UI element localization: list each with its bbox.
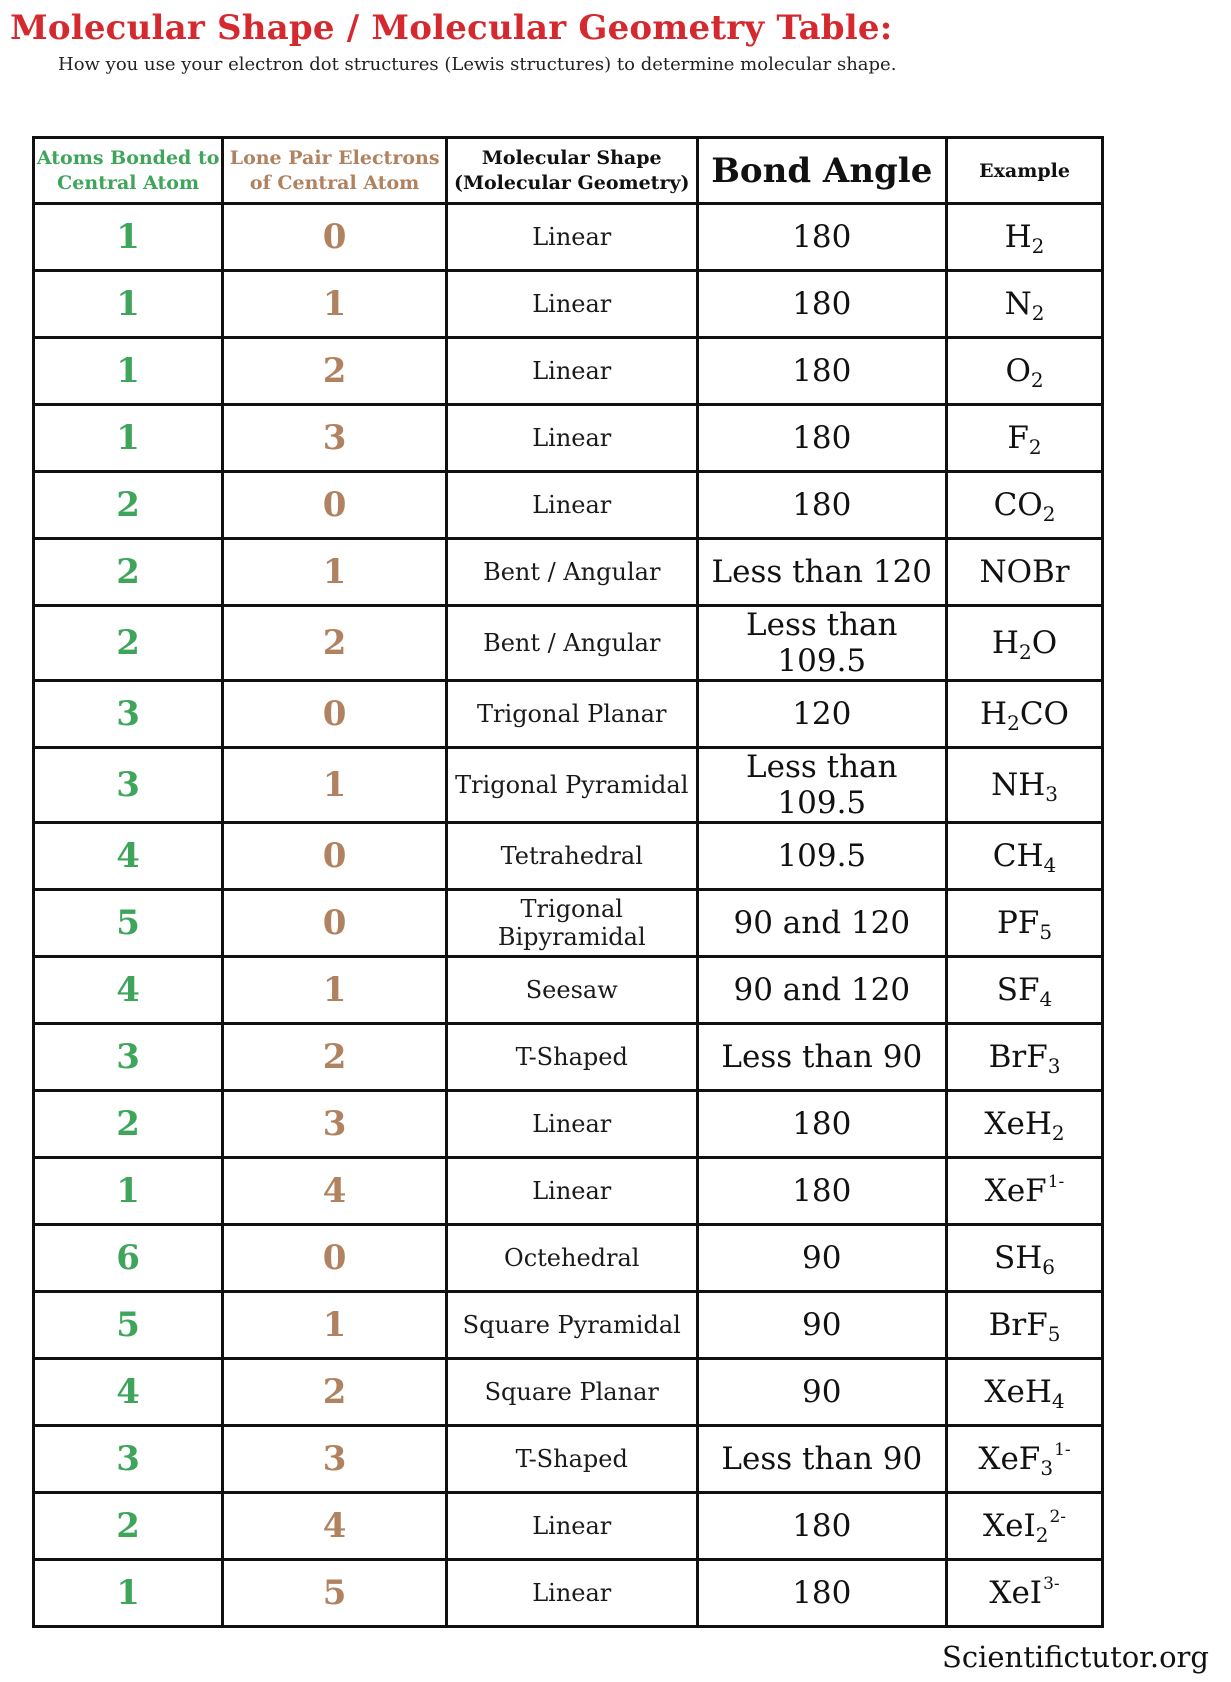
formula-text: SF	[996, 972, 1040, 1008]
example-formula-cell	[947, 1024, 1103, 1091]
example-formula-cell	[947, 1359, 1103, 1426]
header-shape-line1: Molecular Shape	[481, 146, 662, 169]
table-row	[34, 338, 1103, 405]
lone-pairs-cell: 0	[223, 1225, 447, 1292]
atoms-bonded-cell: 2	[34, 1493, 223, 1560]
site-credit: Scientifictutor.org	[942, 1640, 1209, 1674]
molecular-shape-cell: Trigonal Bipyramidal	[446, 890, 697, 957]
atoms-bonded-cell: 5	[34, 1292, 223, 1359]
table-row	[34, 1225, 1103, 1292]
bond-angle-cell: 180	[697, 204, 947, 271]
molecular-shape-cell: Square Pyramidal	[446, 1292, 697, 1359]
molecular-shape-cell: Bent / Angular	[446, 539, 697, 606]
table-row	[34, 957, 1103, 1024]
molecular-shape-cell: Square Planar	[446, 1359, 697, 1426]
formula-subscript: 3	[1040, 1456, 1054, 1480]
bond-angle-cell: 90	[697, 1225, 947, 1292]
molecular-shape-cell: Linear	[446, 271, 697, 338]
table-row	[34, 681, 1103, 748]
atoms-bonded-cell: 1	[34, 405, 223, 472]
bond-angle-cell: 120	[697, 681, 947, 748]
bond-angle-cell: 180	[697, 472, 947, 539]
example-formula-cell	[947, 1426, 1103, 1493]
formula-text: XeF	[978, 1441, 1041, 1477]
molecular-shape-cell: T-Shaped	[446, 1024, 697, 1091]
molecular-shape-cell: Octehedral	[446, 1225, 697, 1292]
bond-angle-cell: 180	[697, 271, 947, 338]
formula-text: XeI	[983, 1508, 1036, 1544]
example-formula-cell	[947, 1158, 1103, 1225]
formula-subscript: 2	[1031, 234, 1045, 258]
formula-charge: 1-	[1047, 1172, 1065, 1192]
table-row	[34, 1024, 1103, 1091]
example-formula-cell	[947, 957, 1103, 1024]
formula-subscript: 2	[1042, 502, 1056, 526]
header-lone-pairs	[223, 138, 447, 204]
formula-charge: 1-	[1054, 1440, 1071, 1460]
lone-pairs-cell: 2	[223, 1024, 447, 1091]
table-row	[34, 472, 1103, 539]
molecular-shape-cell: Linear	[446, 1560, 697, 1627]
lone-pairs-cell: 1	[223, 957, 447, 1024]
bond-angle-cell: Less than 109.5	[697, 606, 947, 681]
molecular-shape-cell: Linear	[446, 405, 697, 472]
formula-charge: 3-	[1043, 1574, 1060, 1594]
molecular-shape-cell: Linear	[446, 1158, 697, 1225]
header-atoms-bonded	[34, 138, 223, 204]
bond-angle-cell: 180	[697, 1091, 947, 1158]
formula-subscript: 2	[1031, 301, 1045, 325]
formula-text: H	[991, 625, 1019, 661]
molecular-shape-cell: Linear	[446, 1091, 697, 1158]
formula-subscript: 2	[1051, 1121, 1065, 1145]
lone-pairs-cell: 2	[223, 1359, 447, 1426]
formula-text: CO	[993, 487, 1043, 523]
formula-subscript: 5	[1039, 920, 1053, 944]
atoms-bonded-cell: 4	[34, 823, 223, 890]
formula-subscript: 3	[1047, 1054, 1061, 1078]
bond-angle-cell: Less than 120	[697, 539, 947, 606]
example-formula-cell	[947, 539, 1103, 606]
lone-pairs-cell: 4	[223, 1493, 447, 1560]
formula-text: XeH	[984, 1106, 1052, 1142]
formula-text: O	[1031, 625, 1058, 661]
header-example: Example	[947, 138, 1103, 204]
table-row	[34, 1560, 1103, 1627]
bond-angle-cell: 90 and 120	[697, 957, 947, 1024]
formula-text: H	[1004, 219, 1032, 255]
table-row	[34, 1091, 1103, 1158]
formula-subscript: 4	[1039, 987, 1053, 1011]
formula-text: CO	[1019, 696, 1069, 732]
header-molecular-shape	[446, 138, 697, 204]
example-formula-cell	[947, 271, 1103, 338]
table-row	[34, 1426, 1103, 1493]
lone-pairs-cell: 1	[223, 1292, 447, 1359]
formula-text: PF	[996, 905, 1040, 941]
molecular-shape-cell: Seesaw	[446, 957, 697, 1024]
formula-text: O	[1005, 353, 1031, 389]
table-row	[34, 823, 1103, 890]
table-row	[34, 606, 1103, 681]
table-row	[34, 1493, 1103, 1560]
molecular-shape-cell: Bent / Angular	[446, 606, 697, 681]
bond-angle-cell: 90	[697, 1292, 947, 1359]
formula-text: XeH	[984, 1374, 1052, 1410]
atoms-bonded-cell: 2	[34, 472, 223, 539]
atoms-bonded-cell: 1	[34, 338, 223, 405]
bond-angle-cell: 180	[697, 405, 947, 472]
lone-pairs-cell: 0	[223, 823, 447, 890]
table-row	[34, 405, 1103, 472]
atoms-bonded-cell: 1	[34, 271, 223, 338]
table-row	[34, 890, 1103, 957]
lone-pairs-cell: 1	[223, 271, 447, 338]
bond-angle-cell: 180	[697, 1493, 947, 1560]
formula-subscript: 2	[1028, 435, 1042, 459]
atoms-bonded-cell: 1	[34, 204, 223, 271]
formula-subscript: 2	[1007, 711, 1020, 735]
formula-subscript: 6	[1042, 1255, 1056, 1279]
bond-angle-cell: Less than 90	[697, 1426, 947, 1493]
bond-angle-cell: 180	[697, 338, 947, 405]
table-row	[34, 539, 1103, 606]
formula-subscript: 4	[1051, 1389, 1065, 1413]
formula-text: N	[1004, 286, 1032, 322]
example-formula-cell	[947, 823, 1103, 890]
formula-subscript: 2	[1035, 1523, 1049, 1547]
bond-angle-cell: 90	[697, 1359, 947, 1426]
lone-pairs-cell: 0	[223, 890, 447, 957]
example-formula-cell	[947, 405, 1103, 472]
molecular-geometry-table	[32, 136, 1104, 1628]
table-row	[34, 1158, 1103, 1225]
molecular-shape-cell: Trigonal Planar	[446, 681, 697, 748]
example-formula-cell	[947, 204, 1103, 271]
example-formula-cell	[947, 472, 1103, 539]
bond-angle-cell: 180	[697, 1158, 947, 1225]
table-row	[34, 271, 1103, 338]
atoms-bonded-cell: 2	[34, 539, 223, 606]
molecular-shape-cell: Linear	[446, 338, 697, 405]
molecular-shape-cell: Linear	[446, 1493, 697, 1560]
lone-pairs-cell: 3	[223, 1426, 447, 1493]
header-atoms-line1: Atoms Bonded to	[36, 146, 220, 169]
header-bond-angle: Bond Angle	[697, 138, 947, 204]
page-subtitle: How you use your electron dot structures (Lewis structures) to determine molecular shape.	[58, 54, 897, 75]
example-formula-cell	[947, 1225, 1103, 1292]
atoms-bonded-cell: 3	[34, 1426, 223, 1493]
header-lone-line1: Lone Pair Electrons	[229, 146, 440, 169]
formula-text: BrF	[988, 1039, 1048, 1075]
example-formula-cell	[947, 681, 1103, 748]
lone-pairs-cell: 5	[223, 1560, 447, 1627]
atoms-bonded-cell: 1	[34, 1560, 223, 1627]
formula-text: NOBr	[979, 554, 1070, 590]
example-formula-cell	[947, 338, 1103, 405]
page-title: Molecular Shape / Molecular Geometry Table:	[10, 8, 893, 48]
table-row	[34, 1359, 1103, 1426]
table-row	[34, 748, 1103, 823]
bond-angle-cell: 180	[697, 1560, 947, 1627]
molecular-shape-cell: Trigonal Pyramidal	[446, 748, 697, 823]
atoms-bonded-cell: 2	[34, 1091, 223, 1158]
lone-pairs-cell: 0	[223, 472, 447, 539]
atoms-bonded-cell: 3	[34, 748, 223, 823]
formula-text: XeF	[984, 1173, 1047, 1209]
atoms-bonded-cell: 4	[34, 957, 223, 1024]
formula-text: H	[980, 696, 1008, 732]
atoms-bonded-cell: 3	[34, 681, 223, 748]
bond-angle-cell: Less than 90	[697, 1024, 947, 1091]
example-formula-cell	[947, 1560, 1103, 1627]
formula-text: F	[1007, 420, 1029, 456]
example-formula-cell	[947, 890, 1103, 957]
example-formula-cell	[947, 1292, 1103, 1359]
atoms-bonded-cell: 3	[34, 1024, 223, 1091]
table-header-row	[34, 138, 1103, 204]
bond-angle-cell: 109.5	[697, 823, 947, 890]
lone-pairs-cell: 2	[223, 338, 447, 405]
table-body	[34, 204, 1103, 1627]
lone-pairs-cell: 3	[223, 1091, 447, 1158]
bond-angle-cell: 90 and 120	[697, 890, 947, 957]
bond-angle-cell: Less than 109.5	[697, 748, 947, 823]
header-atoms-line2: Central Atom	[57, 171, 200, 194]
table-row	[34, 204, 1103, 271]
header-shape-line2: (Molecular Geometry)	[453, 171, 690, 194]
formula-subscript: 5	[1047, 1322, 1061, 1346]
atoms-bonded-cell: 5	[34, 890, 223, 957]
lone-pairs-cell: 0	[223, 204, 447, 271]
lone-pairs-cell: 4	[223, 1158, 447, 1225]
formula-subscript: 3	[1045, 782, 1058, 806]
formula-subscript: 2	[1030, 368, 1044, 392]
lone-pairs-cell: 0	[223, 681, 447, 748]
example-formula-cell	[947, 748, 1103, 823]
formula-subscript: 4	[1043, 853, 1057, 877]
example-formula-cell	[947, 1091, 1103, 1158]
molecular-shape-cell: Linear	[446, 204, 697, 271]
formula-subscript: 2	[1018, 640, 1032, 664]
formula-text: SH	[994, 1240, 1043, 1276]
formula-text: CH	[992, 838, 1044, 874]
formula-charge: 2-	[1049, 1507, 1066, 1527]
example-formula-cell	[947, 1493, 1103, 1560]
formula-text: XeI	[989, 1575, 1043, 1611]
formula-text: NH	[991, 767, 1046, 803]
molecular-shape-cell: Linear	[446, 472, 697, 539]
molecular-shape-cell: Tetrahedral	[446, 823, 697, 890]
lone-pairs-cell: 2	[223, 606, 447, 681]
atoms-bonded-cell: 6	[34, 1225, 223, 1292]
lone-pairs-cell: 1	[223, 748, 447, 823]
table-row	[34, 1292, 1103, 1359]
molecular-shape-cell: T-Shaped	[446, 1426, 697, 1493]
lone-pairs-cell: 3	[223, 405, 447, 472]
lone-pairs-cell: 1	[223, 539, 447, 606]
example-formula-cell	[947, 606, 1103, 681]
formula-text: BrF	[988, 1307, 1048, 1343]
atoms-bonded-cell: 2	[34, 606, 223, 681]
header-lone-line2: of Central Atom	[249, 171, 420, 194]
atoms-bonded-cell: 1	[34, 1158, 223, 1225]
atoms-bonded-cell: 4	[34, 1359, 223, 1426]
